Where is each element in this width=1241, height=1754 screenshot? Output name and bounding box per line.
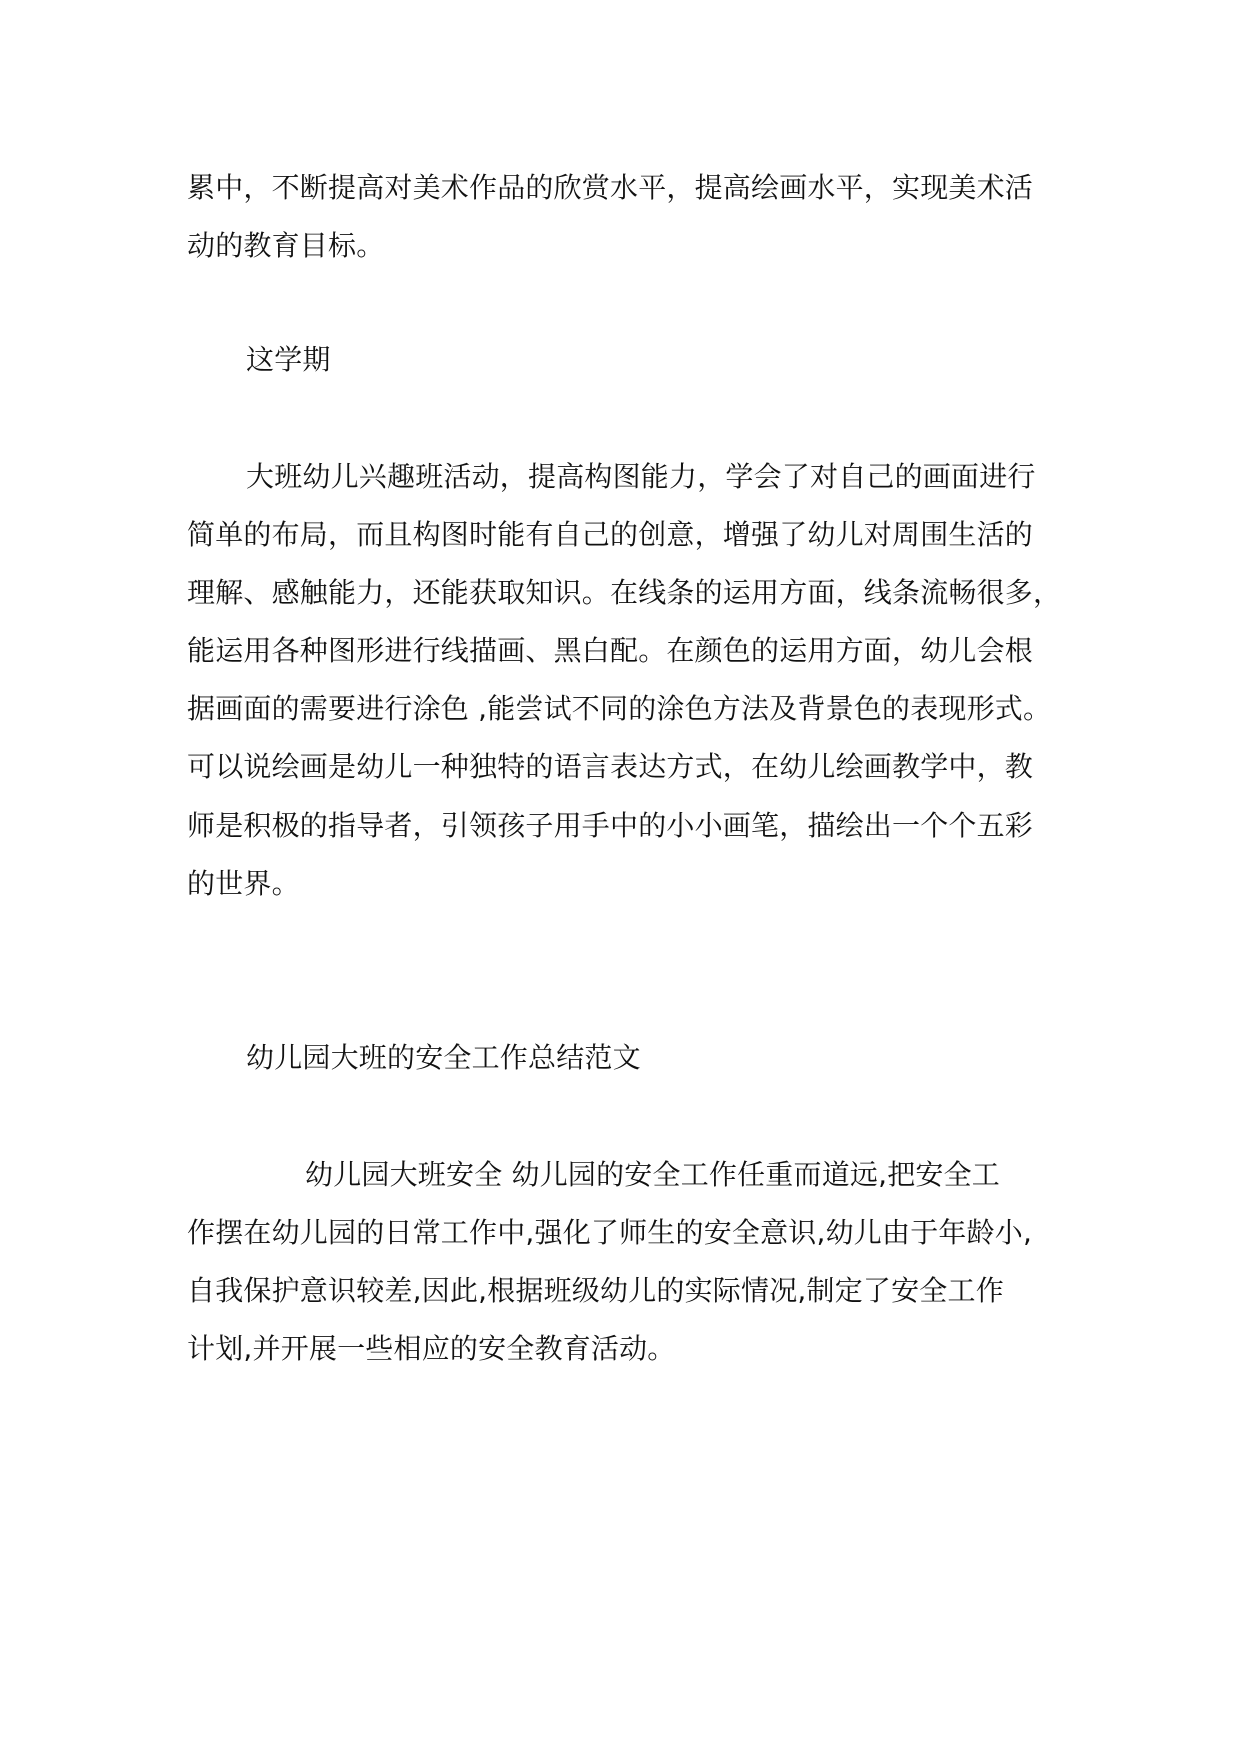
paragraph-line: 作摆在幼儿园的日常工作中,强化了师生的安全意识,幼儿由于年龄小, — [187, 1216, 1033, 1249]
paragraph-line: 师是积极的指导者，引领孩子用手中的小小画笔，描绘出一个个五彩 — [187, 809, 1034, 842]
paragraph-line: 理解、感触能力，还能获取知识。在线条的运用方面，线条流畅很多， — [187, 576, 1062, 609]
document-title: 幼儿园大班的安全工作总结范文 — [246, 1041, 641, 1074]
paragraph-line: 可以说绘画是幼儿一种独特的语言表达方式，在幼儿绘画教学中，教 — [187, 750, 1034, 783]
paragraph-line: 累中，不断提高对美术作品的欣赏水平，提高绘画水平，实现美术活 — [187, 171, 1034, 204]
paragraph-line: 计划,并开展一些相应的安全教育活动。 — [187, 1332, 676, 1365]
paragraph-line: 据画面的需要进行涂色 ,能尝试不同的涂色方法及背景色的表现形式。 — [187, 692, 1052, 725]
paragraph-line: 自我保护意识较差,因此,根据班级幼儿的实际情况,制定了安全工作 — [187, 1274, 1004, 1307]
paragraph-line: 动的教育目标。 — [187, 229, 385, 262]
section-heading: 这学期 — [246, 343, 331, 376]
paragraph-line: 大班幼儿兴趣班活动，提高构图能力，学会了对自己的画面进行 — [246, 460, 1036, 493]
paragraph-line: 能运用各种图形进行线描画、黑白配。在颜色的运用方面，幼儿会根 — [187, 634, 1034, 667]
paragraph-line: 幼儿园大班安全 幼儿园的安全工作任重而道远,把安全工 — [305, 1158, 1001, 1191]
paragraph-line: 简单的布局，而且构图时能有自己的创意，增强了幼儿对周围生活的 — [187, 518, 1034, 551]
paragraph-line: 的世界。 — [187, 867, 300, 900]
